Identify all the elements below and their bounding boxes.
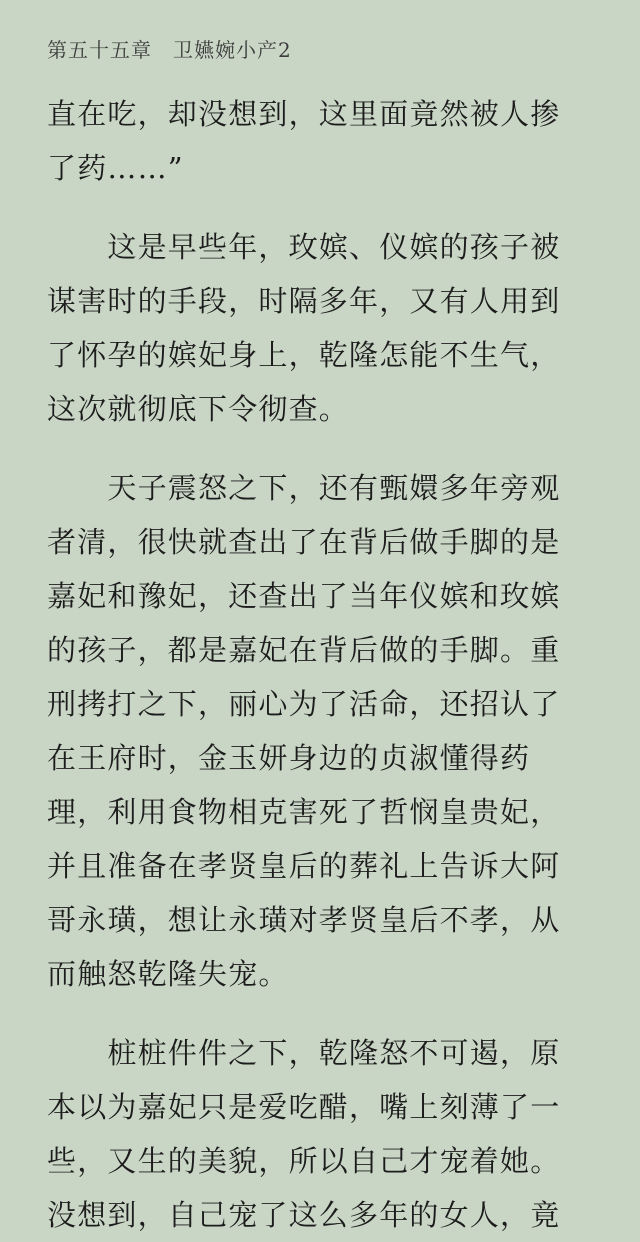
text-line: 本以为嘉妃只是爱吃醋，嘴上刻薄了一	[47, 1090, 561, 1124]
text-line: 者清，很快就查出了在背后做手脚的是	[47, 525, 561, 559]
chapter-title: 第五十五章 卫嬿婉小产2	[47, 38, 292, 62]
text-line: 直在吃，却没想到，这里面竟然被人掺	[47, 97, 561, 131]
text-line: 哥永璜，想让永璜对孝贤皇后不孝，从	[47, 903, 561, 937]
paragraph-spacer	[47, 436, 599, 461]
text-line: 在王府时，金玉妍身边的贞淑懂得药	[47, 741, 531, 775]
text-line: 这次就彻底下令彻查。	[47, 392, 350, 426]
text-line: 而触怒乾隆失宠。	[47, 957, 289, 991]
paragraph-spacer	[47, 195, 599, 220]
paragraph-3	[47, 461, 599, 1001]
text-line: 这是早些年，玫嫔、仪嫔的孩子被	[47, 230, 561, 264]
text-line: 刑拷打之下，丽心为了活命，还招认了	[47, 687, 561, 721]
text-line: 没想到，自己宠了这么多年的女人，竟	[47, 1198, 561, 1232]
chapter-content[interactable]	[47, 87, 599, 1242]
text-line: 理，利用食物相克害死了哲悯皇贵妃，	[47, 795, 561, 829]
paragraph-1	[47, 87, 599, 195]
text-line: 桩桩件件之下，乾隆怒不可遏，原	[47, 1036, 561, 1070]
text-line: 谋害时的手段，时隔多年，又有人用到	[47, 284, 561, 318]
text-line: 嘉妃和豫妃，还查出了当年仪嫔和玫嫔	[47, 579, 561, 613]
text-line: 天子震怒之下，还有甄嬛多年旁观	[47, 471, 561, 505]
text-line: 了药……”	[47, 151, 184, 185]
paragraph-spacer	[47, 1001, 599, 1026]
text-line: 些，又生的美貌，所以自己才宠着她。	[47, 1144, 561, 1178]
paragraph-2	[47, 220, 599, 436]
paragraph-4	[47, 1026, 599, 1242]
text-line: 的孩子，都是嘉妃在背后做的手脚。重	[47, 633, 561, 667]
text-line: 了怀孕的嫔妃身上，乾隆怎能不生气，	[47, 338, 561, 372]
text-line: 并且准备在孝贤皇后的葬礼上告诉大阿	[47, 849, 561, 883]
